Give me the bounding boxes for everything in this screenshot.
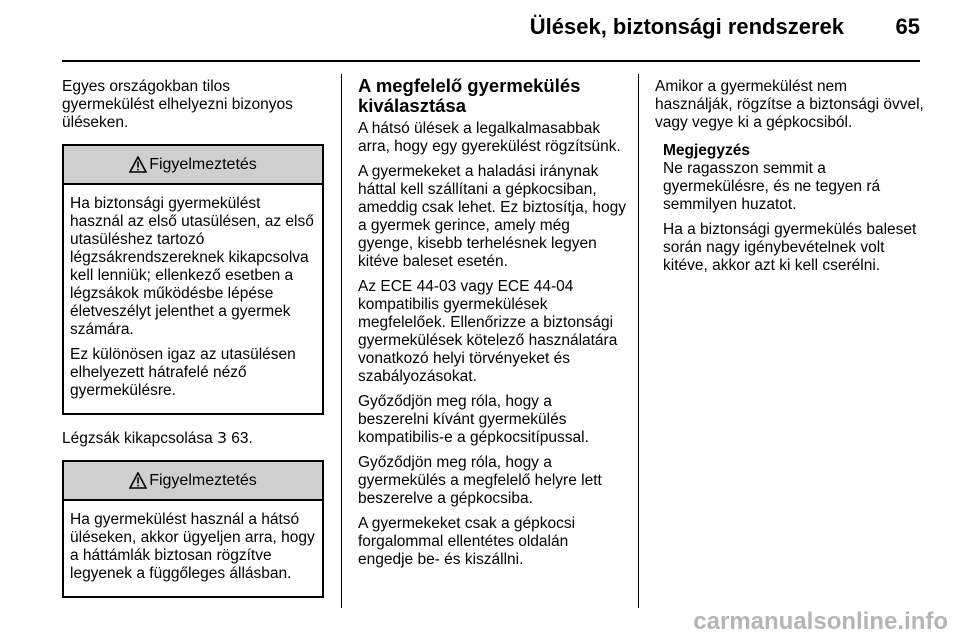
body-paragraph: Győződjön meg róla, hogy a gyermekülés a megfelelő helyre lett beszerelve a gépkocsiba. [358, 454, 602, 507]
body-paragraph: A gyermekeket a haladási iránynak háttal kell szállítani a gépkocsiban, ameddig csak lehet. Ez biztosítja, hogy a gyermek gerince, amely még gyenge, kisebb terhelésnek legyen kitéve baleset esetén. [358, 163, 626, 270]
warning-box-rear-seat [62, 460, 324, 598]
warning-triangle-icon [129, 156, 147, 173]
body-paragraph: Az ECE 44-03 vagy ECE 44-04 kompatibilis gyermekülések megfelelőek. Ellenőrizze a biztonsági gyermekülések kötelező használatára vonatkozó helyi törvényeket és szabályozásokat. [358, 278, 618, 385]
body-paragraph: Amikor a gyermekülést nem használják, rögzítse a biztonsági övvel, vagy vegye ki a gépkocsiból. [655, 78, 924, 131]
watermark: carmanualsonline.info [693, 608, 948, 635]
section-heading: A megfelelő gyermekülés kiválasztása [358, 75, 581, 116]
warning-text: Ha gyermekülést használ a hátsó üléseken, akkor ügyeljen arra, hogy a háttámlák biztosan rögzítve legyenek a függőleges állásban. [70, 511, 315, 582]
page-number: 65 [895, 14, 920, 39]
warning-header [64, 462, 322, 501]
intro-paragraph: Egyes országokban tilos gyermekülést elhelyezni bizonyos üléseken. [62, 78, 293, 131]
warning-title: Figyelmeztetés [149, 471, 257, 489]
warning-box-front-seat [62, 144, 324, 415]
warning-header [64, 146, 322, 185]
warning-body [64, 501, 322, 596]
note-block [655, 142, 925, 275]
page-reference-arrow: 3 [217, 429, 227, 447]
note-text: Ha a biztonsági gyermekülés baleset során nagy igénybevételnek volt kitéve, akkor azt ki kell cserélni. [663, 221, 917, 274]
warning-title: Figyelmeztetés [149, 155, 257, 173]
note-title: Megjegyzés [663, 142, 751, 159]
body-paragraph: A gyermekeket csak a gépkocsi forgalommal ellentétes oldalán engedje be- és kiszállni. [358, 515, 576, 568]
body-paragraph: Győződjön meg róla, hogy a beszerelni kívánt gyermekülés kompatibilis-e a gépkocsitípussal. [358, 393, 589, 446]
page-title: Ülések, biztonsági rendszerek [529, 14, 844, 39]
column-right [655, 78, 925, 282]
warning-text: Ha biztonsági gyermekülést használ az első utasülésen, az első utasüléshez tartozó légzsákrendszereknek kikapcsolva kell lenniük; ellenkező esetben a légzsákok működésbe lépése életveszélyt jelenthet a gyermek számára. [70, 195, 314, 338]
column-divider-1 [341, 74, 342, 608]
warning-triangle-icon [129, 472, 147, 489]
column-divider-2 [638, 74, 639, 608]
warning-body [64, 185, 322, 413]
page-header [0, 0, 960, 62]
column-middle [358, 75, 626, 576]
note-text: Ne ragasszon semmit a gyermekülésre, és ne tegyen rá semmilyen huzatot. [663, 160, 881, 213]
header-rule [62, 60, 920, 62]
warning-text: Ez különösen igaz az utasülésen elhelyezett hátrafelé néző gyermekülésre. [70, 346, 296, 399]
page-reference-number[interactable]: 63. [231, 430, 253, 447]
body-paragraph: A hátsó ülések a legalkalmasabbak arra, hogy egy gyerekülést rögzítsünk. [358, 120, 621, 155]
column-left [62, 78, 324, 612]
airbag-reference-text: Légzsák kikapcsolása [62, 430, 213, 447]
airbag-reference [62, 429, 324, 448]
